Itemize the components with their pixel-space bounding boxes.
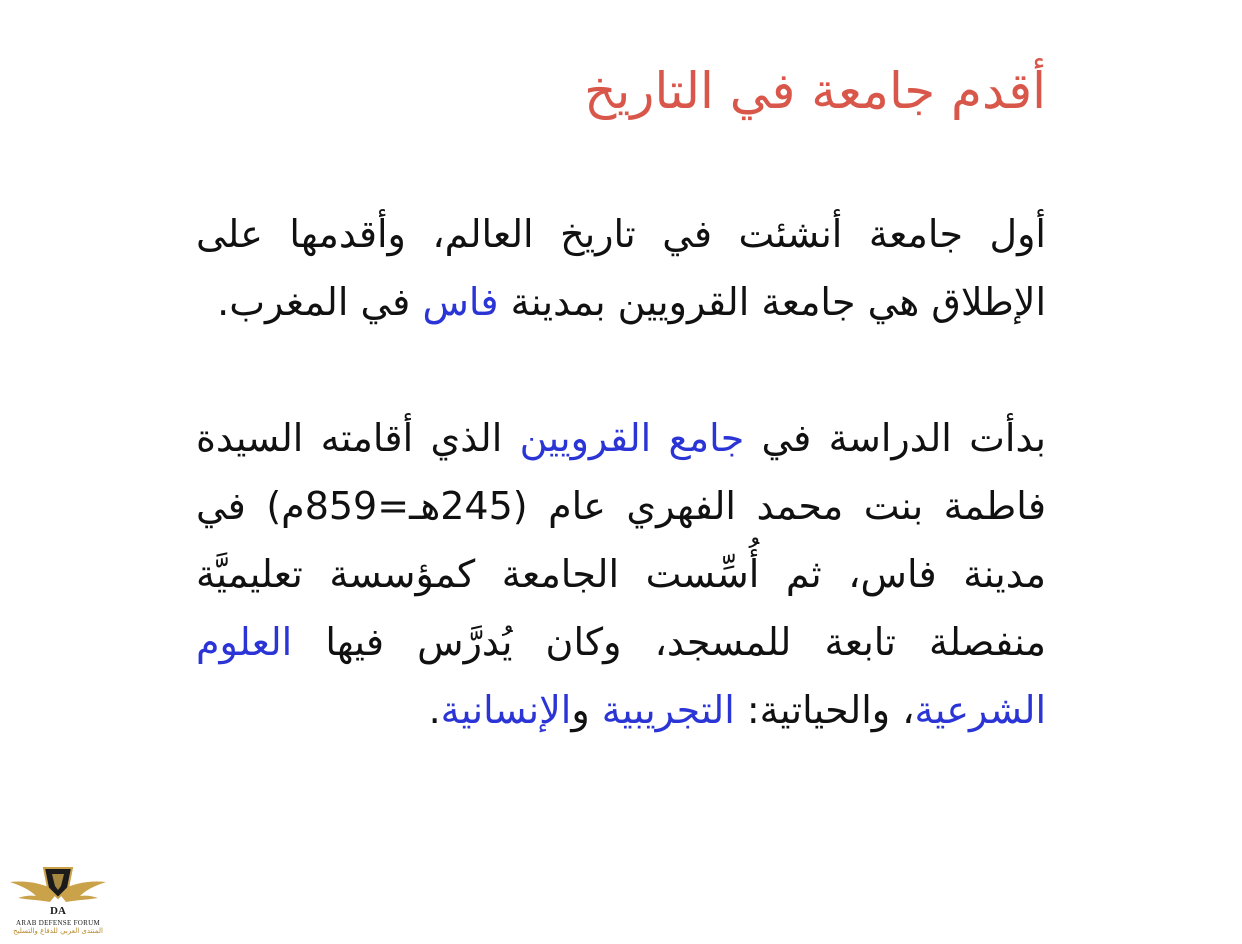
wings-shield-icon — [8, 862, 108, 918]
text-segment: أول جامعة أنشئت في تاريخ العالم، وأقدمها على الإطلاق هي جامعة القرويين بمدينة — [196, 212, 1046, 324]
paragraph-study-beginning — [196, 404, 1046, 744]
logo-monogram: DA — [50, 905, 66, 917]
text-segment: في المغرب. — [217, 280, 423, 324]
paragraph-first-university — [196, 200, 1046, 336]
highlight-sharia-sciences: العلوم الشرعية — [196, 620, 1046, 732]
slide-title: أقدم جامعة في التاريخ — [584, 62, 1046, 120]
slide-content — [196, 200, 1046, 744]
highlight-humanities: الإنسانية — [440, 688, 572, 732]
text-segment: . — [428, 688, 441, 732]
highlight-qarawiyyin-mosque: جامع القرويين — [519, 416, 745, 460]
highlight-fez: فاس — [422, 280, 499, 324]
text-segment: الذي أقامته السيدة فاطمة بنت محمد الفهري عام (245هـ=859م) في مدينة فاس، ثم أُسِّست الجامعة كمؤسسة تعليميَّة منفصلة تابعة للمسجد، وكان يُدرَّس فيها — [196, 416, 1046, 664]
arab-defense-forum-logo — [6, 862, 110, 942]
logo-text-en: ARAB DEFENSE FORUM — [16, 919, 100, 927]
text-segment: ، والحياتية: — [734, 688, 915, 732]
logo-text-ar: المنتدى العربي للدفاع والتسليح — [13, 927, 103, 935]
text-segment: و — [571, 688, 602, 732]
highlight-experimental: التجريبية — [601, 688, 735, 732]
text-segment: بدأت الدراسة في — [744, 416, 1047, 460]
